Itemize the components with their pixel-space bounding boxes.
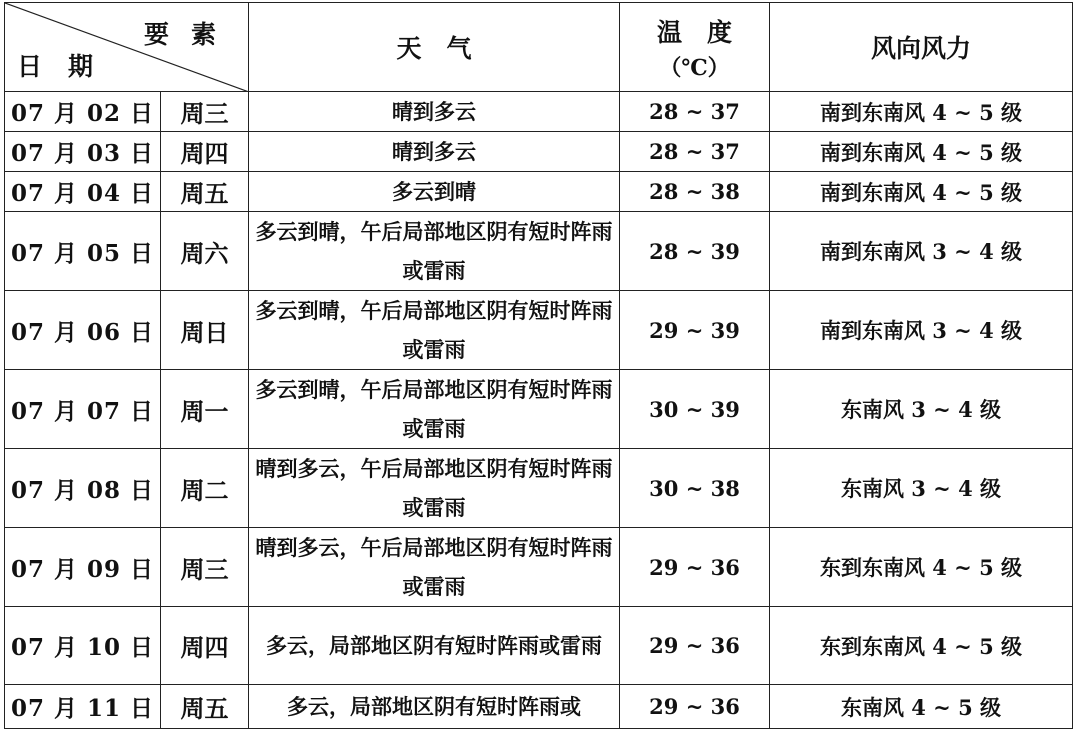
forecast-row (5, 291, 1073, 370)
header-row (5, 3, 1073, 92)
date-cell: 07 月 09 日 (5, 528, 161, 607)
weekday-cell: 周一 (161, 370, 249, 449)
weather-cell: 多云到晴，午后局部地区阴有短时阵雨或雷雨 (249, 212, 620, 291)
wind-cell: 南到东南风 4 ~ 5 级 (770, 92, 1073, 132)
weather-cell: 晴到多云，午后局部地区阴有短时阵雨或雷雨 (249, 528, 620, 607)
forecast-row (5, 212, 1073, 291)
wind-cell: 东到东南风 4 ~ 5 级 (770, 607, 1073, 685)
weekday-cell: 周五 (161, 172, 249, 212)
weather-header: 天 气 (249, 3, 620, 92)
forecast-row (5, 685, 1073, 729)
weather-cell: 多云到晴 (249, 172, 620, 212)
wind-cell: 南到东南风 4 ~ 5 级 (770, 132, 1073, 172)
forecast-row (5, 132, 1073, 172)
weekday-cell: 周三 (161, 92, 249, 132)
date-cell: 07 月 07 日 (5, 370, 161, 449)
temperature-cell: 30 ~ 38 (620, 449, 770, 528)
forecast-row (5, 370, 1073, 449)
temperature-unit: （℃） (659, 54, 730, 81)
forecast-row (5, 172, 1073, 212)
wind-cell: 东到东南风 4 ~ 5 级 (770, 528, 1073, 607)
weather-cell: 晴到多云 (249, 92, 620, 132)
weather-cell: 多云，局部地区阴有短时阵雨或雷雨 (249, 607, 620, 685)
wind-cell: 南到东南风 3 ~ 4 级 (770, 291, 1073, 370)
temperature-cell: 28 ~ 37 (620, 92, 770, 132)
wind-cell: 东南风 3 ~ 4 级 (770, 370, 1073, 449)
date-cell: 07 月 10 日 (5, 607, 161, 685)
wind-cell: 东南风 3 ~ 4 级 (770, 449, 1073, 528)
date-cell: 07 月 02 日 (5, 92, 161, 132)
temperature-cell: 28 ~ 39 (620, 212, 770, 291)
wind-cell: 东南风 4 ~ 5 级 (770, 685, 1073, 729)
forecast-row (5, 528, 1073, 607)
corner-label-elements: 要素 (143, 20, 238, 49)
temperature-header-label: 温 度 (656, 17, 732, 47)
forecast-row (5, 449, 1073, 528)
date-cell: 07 月 11 日 (5, 685, 161, 729)
forecast-row (5, 607, 1073, 685)
temperature-cell: 29 ~ 36 (620, 528, 770, 607)
weekday-cell: 周六 (161, 212, 249, 291)
temperature-cell: 30 ~ 39 (620, 370, 770, 449)
temperature-cell: 29 ~ 39 (620, 291, 770, 370)
temperature-cell: 28 ~ 38 (620, 172, 770, 212)
corner-header-cell (5, 3, 249, 92)
weekday-cell: 周日 (161, 291, 249, 370)
weekday-cell: 周四 (161, 132, 249, 172)
date-cell: 07 月 05 日 (5, 212, 161, 291)
weather-cell: 晴到多云 (249, 132, 620, 172)
date-cell: 07 月 03 日 (5, 132, 161, 172)
weekday-cell: 周五 (161, 685, 249, 729)
wind-cell: 南到东南风 4 ~ 5 级 (770, 172, 1073, 212)
weather-cell: 多云到晴，午后局部地区阴有短时阵雨或雷雨 (249, 291, 620, 370)
weekday-cell: 周二 (161, 449, 249, 528)
weather-cell: 晴到多云，午后局部地区阴有短时阵雨或雷雨 (249, 449, 620, 528)
date-cell: 07 月 08 日 (5, 449, 161, 528)
corner-label-date: 日期 (17, 52, 120, 81)
weekday-cell: 周四 (161, 607, 249, 685)
wind-cell: 南到东南风 3 ~ 4 级 (770, 212, 1073, 291)
temperature-cell: 29 ~ 36 (620, 607, 770, 685)
date-cell: 07 月 06 日 (5, 291, 161, 370)
forecast-table (4, 2, 1073, 729)
temperature-cell: 28 ~ 37 (620, 132, 770, 172)
weekday-cell: 周三 (161, 528, 249, 607)
date-cell: 07 月 04 日 (5, 172, 161, 212)
temperature-cell: 29 ~ 36 (620, 685, 770, 729)
weather-cell: 多云到晴，午后局部地区阴有短时阵雨或雷雨 (249, 370, 620, 449)
weather-cell: 多云，局部地区阴有短时阵雨或 (249, 685, 620, 729)
wind-header: 风向风力 (770, 3, 1073, 92)
temperature-header (620, 3, 770, 92)
forecast-row (5, 92, 1073, 132)
